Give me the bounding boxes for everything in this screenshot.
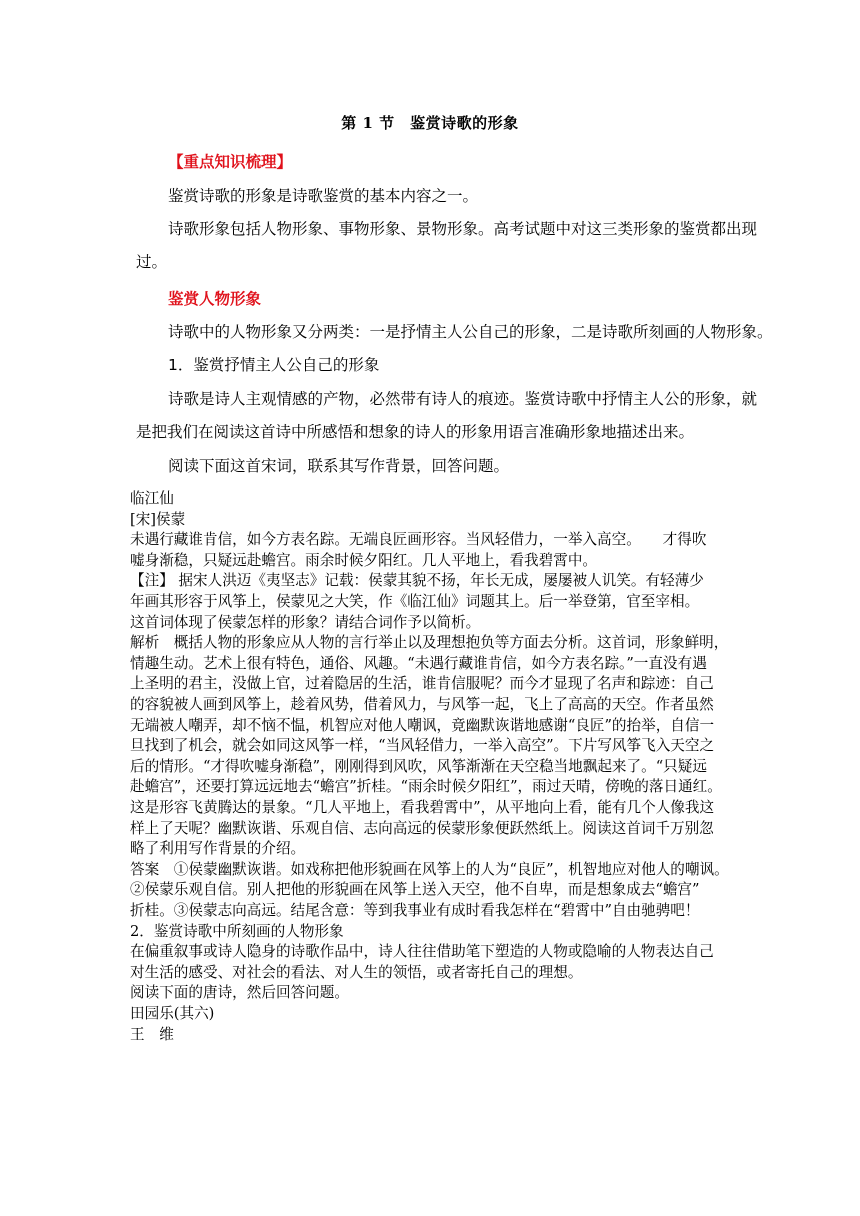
text-line: 后的情形。“才得吹嘘身渐稳”，刚刚得到风吹，风筝渐渐在天空稳当地飘起来了。“只疑远: [130, 757, 707, 775]
text-line: 解析 概括人物的形象应从人物的言行举止以及理想抱负等方面去分析。这首词，形象鲜明，: [130, 634, 729, 652]
text-line: ②侯蒙乐观自信。别人把他的形貌画在风筝上送入天空，他不自卑，而是想象成去“蟾宫”: [130, 881, 700, 899]
paragraph: 鉴赏诗歌的形象是诗歌鉴赏的基本内容之一。: [168, 187, 479, 205]
text-line: 嘘身渐稳，只疑远赴蟾宫。雨余时候夕阳红。几人平地上，看我碧霄中。: [130, 551, 598, 569]
text-line: 这是形容飞黄腾达的景象。“几人平地上，看我碧霄中”，从平地向上看，能有几个人像我这: [130, 799, 715, 816]
paragraph: 诗歌中的人物形象又分两类：一是抒情主人公自己的形象，二是诗歌所刻画的人物形象。: [168, 323, 773, 341]
paragraph: 诗歌形象包括人物形象、事物形象、景物形象。高考试题中对这三类形象的鉴赏都出现: [168, 220, 758, 238]
text-line: 上圣明的君主，没做上官，过着隐居的生活，谁肯信服呢？而今才显现了名声和踪迹：自己: [130, 675, 714, 693]
text-line: 年画其形容于风筝上，侯蒙见之大笑，作《临江仙》词题其上。后一举登第，官至宰相。: [130, 593, 700, 610]
character-image-heading: 鉴赏人物形象: [168, 290, 262, 308]
text-line: 情趣生动。艺术上很有特色，通俗、风趣。“未遇行藏谁肯信，如今方表名踪。”一直没有遇: [130, 654, 707, 672]
text-line: 样上了天呢？幽默诙谐、乐观自信、志向高远的侯蒙形象便跃然纸上。阅读这首词千万别忽: [130, 819, 714, 837]
key-knowledge-heading: 【重点知识梳理】: [168, 153, 293, 171]
text-line: 在偏重叙事或诗人隐身的诗歌作品中，诗人往往借助笔下塑造的人物或隐喻的人物表达自己: [130, 943, 714, 961]
text-line: 田园乐(其六): [130, 1005, 215, 1022]
paragraph: 是把我们在阅读这首诗中所感悟和想象的诗人的形象用语言准确形象地描述出来。: [136, 423, 695, 441]
text-line: 赴蟾宫”，还要打算远远地去“蟾宫”折桂。“雨余时候夕阳红”，雨过天晴，傍晚的落日通红。: [130, 778, 722, 796]
paragraph: 过。: [136, 253, 168, 271]
text-line: 【注】 据宋人洪迈《夷坚志》记载：侯蒙其貌不扬，年长无成，屡屡被人讥笑。有轻薄少: [130, 572, 704, 590]
text-line: 2．鉴赏诗歌中所刻画的人物形象: [130, 922, 344, 940]
paragraph: 阅读下面这首宋词，联系其写作背景，回答问题。: [168, 457, 510, 475]
text-line: 折桂。③侯蒙志向高远。结尾含意：等到我事业有成时看我怎样在“碧霄中”自由驰骋吧！: [130, 902, 700, 919]
text-line: 旦找到了机会，就会如同这风筝一样，“当风轻借力，一举入高空”。下片写风筝飞入天空之: [130, 737, 715, 755]
text-line: 王 维: [130, 1025, 174, 1043]
text-line: 阅读下面的唐诗，然后回答问题。: [130, 984, 349, 1002]
text-line: 未遇行藏谁肯信，如今方表名踪。无端良匠画形容。当风轻借力，一举入高空。 才得吹: [130, 531, 707, 549]
text-line: 这首词体现了侯蒙怎样的形象？请结合词作予以简析。: [130, 613, 481, 631]
page-title: 第 1 节 鉴赏诗歌的形象: [341, 114, 519, 132]
text-line: 临江仙: [130, 490, 174, 507]
subheading: 1．鉴赏抒情主人公自己的形象: [168, 356, 380, 374]
text-line: [宋]侯蒙: [130, 510, 186, 528]
text-line: 无端被人嘲弄，却不恼不愠，机智应对他人嘲讽，竟幽默诙谐地感谢“良匠”的抬举，自信一: [130, 716, 715, 734]
text-line: 答案 ①侯蒙幽默诙谐。如戏称把他形貌画在风筝上的人为“良匠”，机智地应对他人的嘲讽。: [130, 860, 729, 878]
text-line: 略了利用写作背景的介绍。: [130, 840, 306, 858]
text-line: 对生活的感受、对社会的看法、对人生的领悟，或者寄托自己的理想。: [130, 963, 583, 981]
paragraph: 诗歌是诗人主观情感的产物，必然带有诗人的痕迹。鉴赏诗歌中抒情主人公的形象，就: [168, 390, 758, 408]
text-line: 的容貌被人画到风筝上，趁着风势，借着风力，与风筝一起，飞上了高高的天空。作者虽然: [130, 696, 714, 713]
